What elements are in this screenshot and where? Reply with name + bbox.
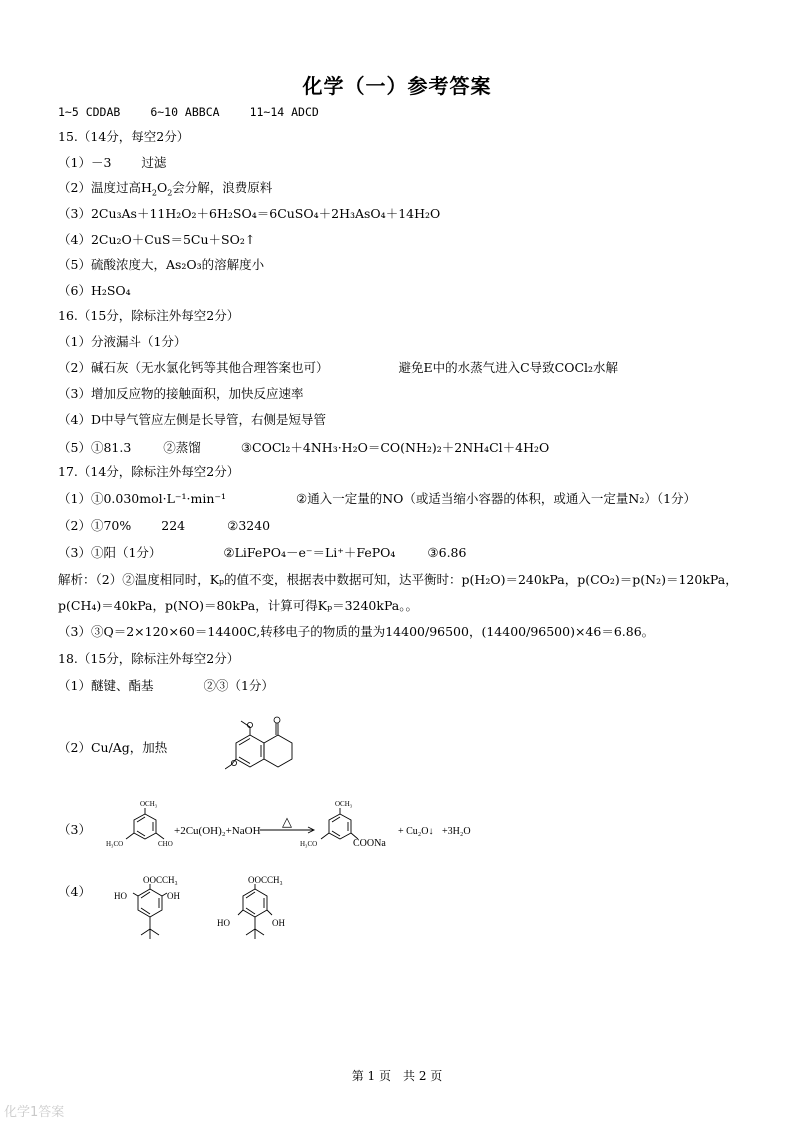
q16-answer-1: （1）分液漏斗（1分） xyxy=(58,334,187,349)
q15-answer-1 xyxy=(58,155,166,171)
reactant-cho: CHO xyxy=(158,840,173,848)
q17-answer-2 xyxy=(58,518,270,534)
product-cu2o: + Cu₂O↓ xyxy=(398,826,434,837)
product-h3co: H₃CO xyxy=(300,840,318,848)
q18-answer-1 xyxy=(58,678,274,694)
q16-a5-text-c: ③COCl₂＋4NH₃·H₂O＝CO(NH₂)₂＋2NH₄Cl＋4H₂O xyxy=(240,440,550,455)
mc-group-3: 11~14 ADCD xyxy=(249,105,319,119)
watermark: 化学1答案 xyxy=(4,1105,65,1120)
q18-a1-text-b: ②③（1分） xyxy=(203,678,274,693)
q18-head: 18.（15分，除标注外每空2分） xyxy=(58,651,240,666)
product-och3: OCH₃ xyxy=(335,800,353,808)
page-title: 化学（一）参考答案 xyxy=(302,74,492,98)
product-coona: COONa xyxy=(353,838,386,849)
q17-a2-text-c: ②3240 xyxy=(227,518,271,533)
mc-group-1: 1~5 CDDAB xyxy=(58,105,121,119)
q15-head: 15.（14分，每空2分） xyxy=(58,129,190,144)
q17-a3-text-a: （3）①阳（1分） xyxy=(58,545,162,560)
carbonyl-oxygen xyxy=(274,717,280,723)
q17-a3-text-b: ②LiFePO₄－e⁻＝Li⁺＋FePO₄ xyxy=(223,545,396,560)
q15-answer-6: （6）H₂SO₄ xyxy=(58,283,131,298)
mc-answers xyxy=(58,104,319,120)
q16-head: 16.（15分，除标注外每空2分） xyxy=(58,308,240,323)
isomer-2-ester: OOCCH₃ xyxy=(248,875,283,885)
q15-a1-text-b: 过滤 xyxy=(141,155,167,170)
q15-answer-3: （3）2Cu₃As＋11H₂O₂＋6H₂SO₄＝6CuSO₄＋2H₃AsO₄＋14H₂O xyxy=(58,206,441,221)
q16-answer-5 xyxy=(58,440,549,456)
q17-a2-text-a: （2）①70% xyxy=(58,518,132,533)
q17-a3-text-c: ③6.86 xyxy=(427,545,467,560)
q17-head: 17.（14分，除标注外每空2分） xyxy=(58,464,240,479)
q17-explanation-1: 解析：（2）②温度相同时，Kₚ的值不变，根据表中数据可知，达平衡时：p(H₂O)＝240kPa，p(CO₂)＝p(N₂)＝120kPa， xyxy=(58,572,738,587)
q15-a2-text-b: 会分解，浪费原料 xyxy=(172,180,273,195)
q17-answer-3 xyxy=(58,545,466,561)
q15-a1-text: （1）－3 xyxy=(58,155,112,170)
isomer-structures xyxy=(105,873,305,953)
q18-answer-4-label: （4） xyxy=(58,884,91,899)
isomer-1-ester: OOCCH₃ xyxy=(143,875,178,885)
q16-a5-text-a: （5）①81.3 xyxy=(58,440,132,455)
isomer-2-oh: OH xyxy=(272,918,285,928)
q16-a2-text-b: 避免E中的水蒸气进入C导致COCl₂水解 xyxy=(398,360,619,375)
reactant-h3co: H₃CO xyxy=(106,840,124,848)
reaction-scheme xyxy=(100,800,500,860)
q15-a2-text-a: （2）温度过高H xyxy=(58,180,152,195)
q16-a5-text-b: ②蒸馏 xyxy=(163,440,201,455)
q15-answer-4: （4）2Cu₂O＋CuS＝5Cu＋SO₂↑ xyxy=(58,232,256,247)
q16-answer-3: （3）增加反应物的接触面积，加快反应速率 xyxy=(58,386,304,401)
q15-answer-5: （5）硫酸浓度大，As₂O₃的溶解度小 xyxy=(58,257,265,272)
q16-answer-4: （4）D中导气管应左侧是长导管，右侧是短导管 xyxy=(58,412,326,427)
q18-answer-3-label: （3） xyxy=(58,822,91,837)
q17-a2-text-b: 224 xyxy=(161,518,186,533)
isomer-2-ho: HO xyxy=(217,918,230,928)
reactant-och3: OCH₃ xyxy=(140,800,158,808)
structure-tetralone xyxy=(225,715,335,785)
isomer-1-oh: OH xyxy=(167,891,180,901)
q16-a2-text-a: （2）碱石灰（无水氯化钙等其他合理答案也可） xyxy=(58,360,329,375)
isomer-1-ho: HO xyxy=(114,891,127,901)
q17-explanation-2: p(CH₄)＝40kPa，p(NO)＝80kPa，计算可得Kₚ＝3240kPa。。 xyxy=(58,598,419,613)
product-water: +3H₂O xyxy=(442,826,471,837)
q15-answer-2: （2）温度过高$H_2O_2$会分解，浪费原料 xyxy=(58,180,273,198)
mc-group-2: 6~10 ABBCA xyxy=(150,105,220,119)
heat-symbol: △ xyxy=(282,814,292,829)
reagents: +2Cu(OH)₂+NaOH xyxy=(174,825,261,837)
q17-a1-text-a: （1）①0.030mol·L⁻¹·min⁻¹ xyxy=(58,491,226,506)
q17-answer-1 xyxy=(58,491,696,507)
q18-answer-2: （2）Cu/Ag，加热 xyxy=(58,740,168,755)
q16-answer-2 xyxy=(58,360,618,376)
q17-a1-text-b: ②通入一定量的NO（或适当缩小容器的体积，或通入一定量N₂）（1分） xyxy=(295,491,697,506)
q18-a1-text-a: （1）醚键、酯基 xyxy=(58,678,154,693)
page-footer: 第 1 页 共 2 页 xyxy=(351,1069,443,1083)
q17-explanation-3: （3）③Q＝2×120×60＝14400C,转移电子的物质的量为14400/96500，(14400/96500)×46＝6.86。 xyxy=(58,624,655,639)
